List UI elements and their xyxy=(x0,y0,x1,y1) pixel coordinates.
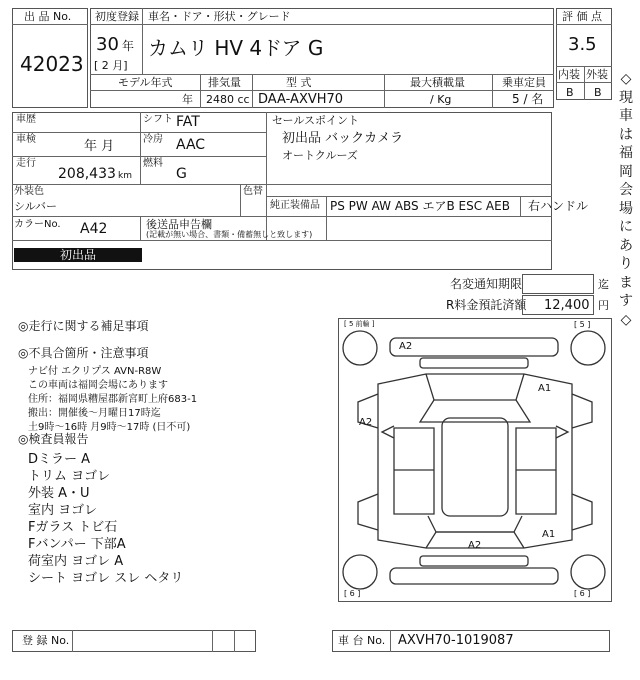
sidebar-notice xyxy=(614,70,638,370)
aftermarket-label: 後送品申告欄 xyxy=(146,218,212,231)
car-name: カムリ HV 4ドア G xyxy=(148,36,324,60)
inspection-value: 年 月 xyxy=(84,139,115,154)
first-listing-badge: 初出品 xyxy=(14,248,142,262)
model-year-label: モデル年式 xyxy=(118,76,173,89)
lot-label: 出 品 No. xyxy=(24,10,72,23)
steering-value: 右ハンドル xyxy=(528,199,589,213)
displacement-label: 排気量 xyxy=(208,76,241,89)
color-value: シルバー xyxy=(14,200,57,213)
history-label: 車歴 xyxy=(16,114,36,125)
score-value: 3.5 xyxy=(568,34,597,55)
defect-item: 搬出：開催後～月曜日17時迄 xyxy=(28,408,161,419)
mileage-label: 走行 xyxy=(16,158,36,169)
tag-front-left: [ 5 前輪 ] xyxy=(344,320,375,328)
sidebar-char: 岡 xyxy=(619,163,633,180)
wheel-rear-left xyxy=(343,555,377,589)
mark-right-front: A1 xyxy=(538,383,552,394)
capacity-label: 乗車定員 xyxy=(502,76,546,89)
fuel-value: G xyxy=(176,166,187,182)
inspector-item: 荷室内 ヨゴレ A xyxy=(28,554,124,569)
mileage-unit: km xyxy=(118,171,132,181)
sidebar-char: ◇ xyxy=(620,311,632,328)
color-label: 外装色 xyxy=(14,186,44,197)
shift-value: FAT xyxy=(176,114,200,130)
front-grille xyxy=(420,358,528,368)
tag-rear-left: [ 6 ] xyxy=(344,589,361,598)
sidebar-char: 福 xyxy=(619,145,633,161)
right-rear-fender xyxy=(572,494,592,530)
defect-item: この車両は福岡会場にあります xyxy=(28,380,168,391)
tag-rear-right: [ 6 ] xyxy=(574,589,591,598)
reg-year-unit: 年 xyxy=(122,39,135,53)
right-front-fender xyxy=(572,394,592,428)
name-change-field xyxy=(522,274,594,294)
max-load-value: / Kg xyxy=(430,93,452,106)
windshield xyxy=(420,400,530,422)
sales-line2: オートクルーズ xyxy=(282,149,358,162)
chassis-no: AXVH70-1019087 xyxy=(398,633,514,648)
equipment-label: 純正装備品 xyxy=(270,200,320,211)
reg-label: 初度登録 xyxy=(95,10,139,23)
color-no-label: カラーNo. xyxy=(14,219,61,230)
name-change-label: 名変通知期限 xyxy=(450,277,523,291)
right-doors xyxy=(516,428,556,514)
rear-panel xyxy=(420,556,528,566)
reg-month: [ 2 月] xyxy=(94,59,128,72)
fuel-label: 燃料 xyxy=(143,158,163,169)
wheel-front-left xyxy=(343,331,377,365)
left-doors xyxy=(394,428,434,514)
inspector-item: Fバンパー 下部A xyxy=(28,537,126,552)
mark-trunk: A2 xyxy=(468,540,482,551)
interior-label: 内装 xyxy=(558,68,580,81)
defect-item: 住所：福岡県糟屋郡新宮町上府683-1 xyxy=(28,394,198,405)
capacity-value: 5 / 名 xyxy=(512,92,544,106)
inspector-item: Fガラス トビ石 xyxy=(28,520,118,535)
lot-number: 42023 xyxy=(20,52,84,76)
exterior-grade: B xyxy=(594,86,602,99)
sidebar-char: あ xyxy=(619,237,633,254)
model-year-unit: 年 xyxy=(182,93,193,106)
reg-no-label: 登 録 No. xyxy=(22,634,70,647)
sidebar-char: り xyxy=(619,256,633,272)
roof xyxy=(442,418,508,516)
sidebar-char: 会 xyxy=(619,182,633,198)
shift-label: シフト xyxy=(143,114,173,125)
driving-title: ◎走行に関する補足事項 xyxy=(18,319,149,333)
sidebar-char: に xyxy=(619,219,633,235)
sidebar-char: 現 xyxy=(619,89,633,106)
inspector-item: トリム ヨゴレ xyxy=(28,469,111,484)
ac-label: 冷房 xyxy=(143,134,163,145)
left-rear-fender xyxy=(358,494,378,530)
sidebar-char: は xyxy=(619,126,633,143)
mileage-value: 208,433 xyxy=(58,166,116,182)
name-change-unit: 迄 xyxy=(598,278,609,291)
reg-year: 30 xyxy=(96,34,119,55)
mark-right-rear: A1 xyxy=(542,529,556,540)
color-change-label: 色替 xyxy=(243,186,263,197)
recycle-label: R料金預託済額 xyxy=(446,298,527,312)
displacement-value: 2480 cc xyxy=(206,93,250,106)
rear-bumper xyxy=(390,568,558,584)
sidebar-char: す xyxy=(619,293,633,309)
defects-title: ◎不具合箇所・注意事項 xyxy=(18,346,149,360)
inspector-item: Dミラー A xyxy=(28,452,91,467)
car-label: 車名・ドア・形状・グレード xyxy=(148,10,291,23)
color-no-value: A42 xyxy=(80,221,108,237)
equipment-value: PS PW AW ABS エアB ESC AEB xyxy=(330,199,510,213)
sidebar-char: 車 xyxy=(619,108,633,124)
inspector-list xyxy=(28,448,328,584)
sales-line1: 初出品 バックカメラ xyxy=(282,131,404,146)
hood xyxy=(426,374,524,400)
inspection-label: 車検 xyxy=(16,134,36,145)
sidebar-char: ま xyxy=(619,274,633,291)
defects-list xyxy=(28,362,328,432)
mark-left-front: A2 xyxy=(359,417,373,428)
recycle-value: 12,400 xyxy=(544,298,590,313)
front-bumper xyxy=(390,338,558,356)
inspector-title: ◎検査員報告 xyxy=(18,432,89,446)
sidebar-char: 場 xyxy=(619,200,633,217)
car-diagram xyxy=(338,318,612,602)
interior-grade: B xyxy=(566,86,574,99)
inspector-item: 外装 A・U xyxy=(28,486,90,501)
max-load-label: 最大積載量 xyxy=(410,76,465,89)
wheel-rear-right xyxy=(571,555,605,589)
score-label: 評 価 点 xyxy=(562,10,602,23)
exterior-label: 外装 xyxy=(586,68,608,81)
sidebar-char: ◇ xyxy=(620,71,632,87)
ac-value: AAC xyxy=(176,137,206,153)
type-value: DAA-AXVH70 xyxy=(258,92,344,107)
aftermarket-note: (記載が無い場合、書類・備蓄無しと致します) xyxy=(146,230,313,239)
rear-window xyxy=(428,516,522,532)
defect-item: ナビ付 エクリプス AVN-R8W xyxy=(28,366,162,377)
recycle-unit: 円 xyxy=(598,299,609,312)
inspector-item: シート ヨゴレ スレ ヘタリ xyxy=(28,571,184,586)
tag-front-right: [ 5 ] xyxy=(574,320,591,329)
defect-item: 土9時～16時 月9時～17時 (日不可) xyxy=(28,422,191,433)
wheel-front-right xyxy=(571,331,605,365)
mark-front-bumper: A2 xyxy=(399,341,413,352)
sales-label: セールスポイント xyxy=(272,114,360,127)
inspector-item: 室内 ヨゴレ xyxy=(28,503,98,518)
chassis-label: 車 台 No. xyxy=(338,634,386,647)
type-label: 型 式 xyxy=(286,76,312,89)
